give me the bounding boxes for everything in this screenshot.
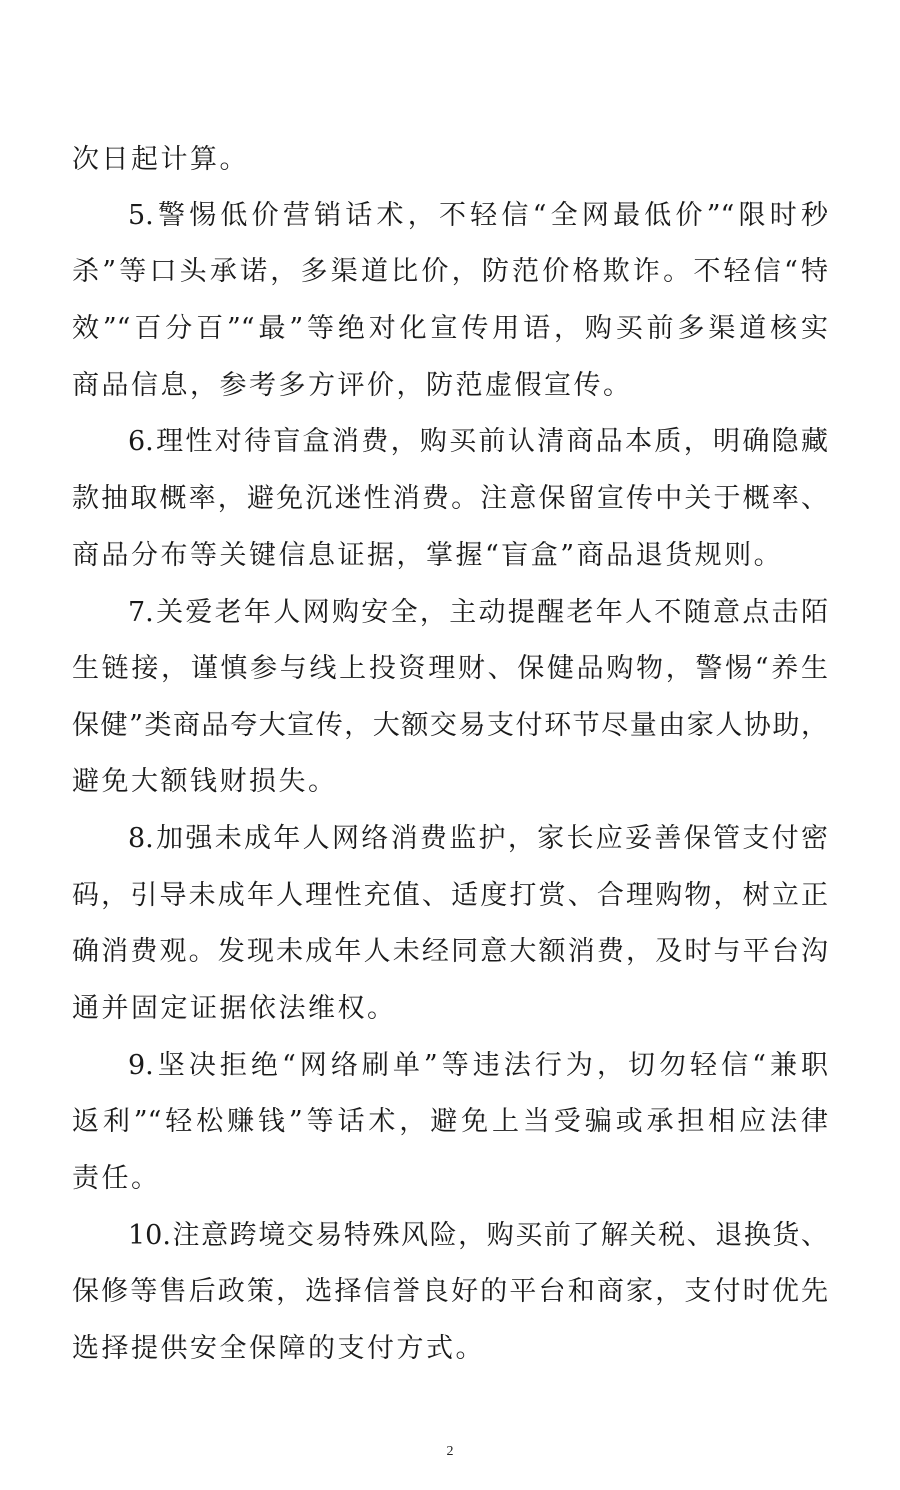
paragraph-10-line: 选择提供安全保障的支付方式。 bbox=[72, 1333, 485, 1364]
paragraph-8-line: 8.加强未成年人网络消费监护，家长应妥善保管支付密 bbox=[128, 823, 828, 854]
paragraph-8-line: 确消费观。发现未成年人未经同意大额消费，及时与平台沟 bbox=[72, 936, 828, 967]
paragraph-5-line: 商品信息，参考多方评价，防范虚假宣传。 bbox=[72, 370, 633, 401]
paragraph-10-line: 10.注意跨境交易特殊风险，购买前了解关税、退换货、 bbox=[128, 1220, 828, 1251]
paragraph-7-line: 避免大额钱财损失。 bbox=[72, 766, 338, 797]
paragraph-9-line: 责任。 bbox=[72, 1163, 161, 1194]
paragraph-5-line: 效”“百分百”“最”等绝对化宣传用语，购买前多渠道核实 bbox=[72, 313, 828, 344]
paragraph-6-line: 6.理性对待盲盒消费，购买前认清商品本质，明确隐藏 bbox=[128, 426, 828, 457]
paragraph-9-line: 返利”“轻松赚钱”等话术，避免上当受骗或承担相应法律 bbox=[72, 1106, 828, 1137]
paragraph-7-line: 生链接，谨慎参与线上投资理财、保健品购物，警惕“养生 bbox=[72, 653, 828, 684]
paragraph-5-line: 5.警惕低价营销话术，不轻信“全网最低价”“限时秒 bbox=[128, 200, 828, 231]
paragraph-6-line: 款抽取概率，避免沉迷性消费。注意保留宣传中关于概率、 bbox=[72, 483, 828, 514]
paragraph-8-line: 通并固定证据依法维权。 bbox=[72, 993, 397, 1024]
paragraph-7-line: 保健”类商品夸大宣传，大额交易支付环节尽量由家人协助， bbox=[72, 710, 828, 741]
paragraph-5-line: 杀”等口头承诺，多渠道比价，防范价格欺诈。不轻信“特 bbox=[72, 256, 828, 287]
page-number: 2 bbox=[446, 1444, 454, 1459]
paragraph-6-line: 商品分布等关键信息证据，掌握“盲盒”商品退货规则。 bbox=[72, 540, 784, 571]
paragraph-9-line: 9.坚决拒绝“网络刷单”等违法行为，切勿轻信“兼职 bbox=[128, 1050, 828, 1081]
paragraph-8-line: 码，引导未成年人理性充值、适度打赏、合理购物，树立正 bbox=[72, 880, 828, 911]
text-line: 次日起计算。 bbox=[72, 144, 249, 175]
paragraph-7-line: 7.关爱老年人网购安全，主动提醒老年人不随意点击陌 bbox=[128, 597, 828, 628]
paragraph-10-line: 保修等售后政策，选择信誉良好的平台和商家，支付时优先 bbox=[72, 1276, 828, 1307]
